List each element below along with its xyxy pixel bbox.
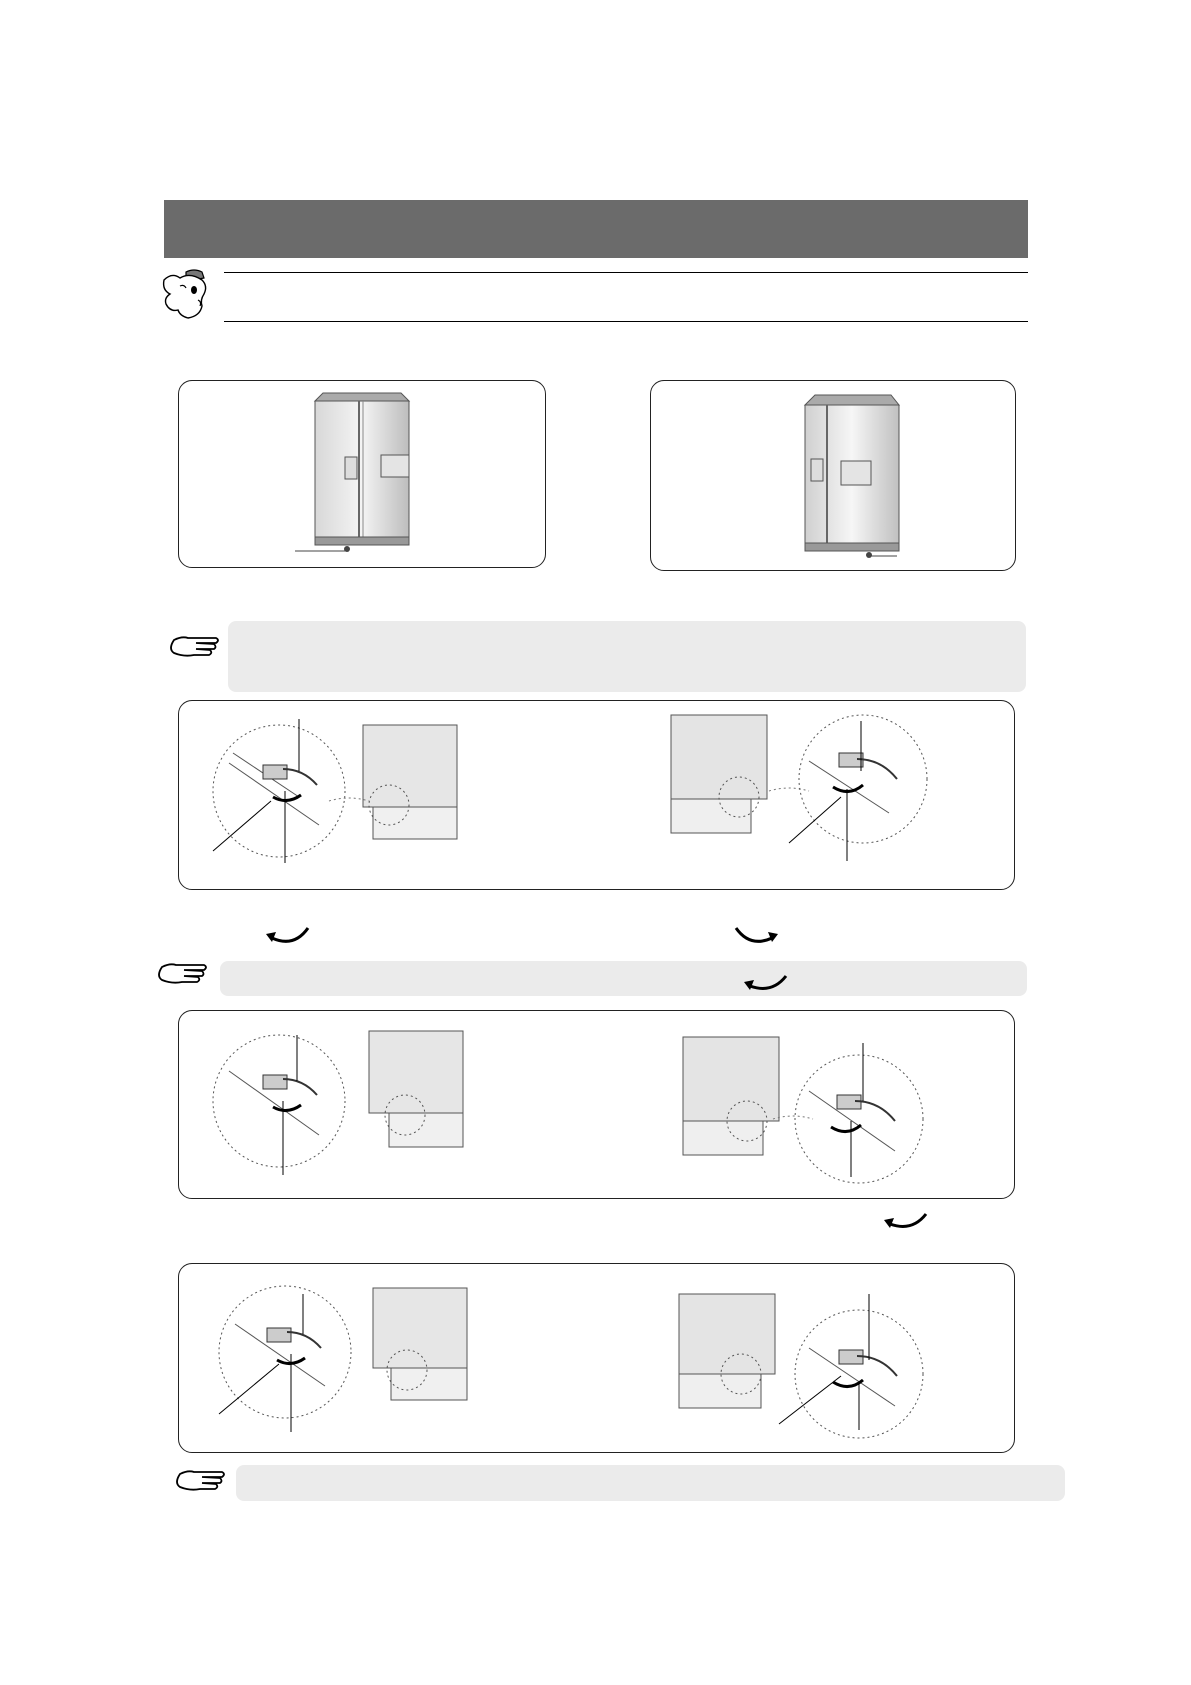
note-bar-3 <box>236 1465 1065 1501</box>
rotate-left-arrow-icon <box>740 972 790 994</box>
note-bar-1 <box>228 621 1026 692</box>
section-header-bar <box>164 200 1028 258</box>
rotate-right-arrow-icon <box>732 924 782 948</box>
mascot-icon <box>158 266 218 322</box>
pointing-hand-icon <box>168 632 222 662</box>
refrigerator-icon <box>651 381 1016 571</box>
rotate-left-arrow-icon <box>880 1210 930 1232</box>
hinge-panel-2 <box>178 1010 1015 1199</box>
refrigerator-left-panel <box>178 380 546 568</box>
note-bar-2 <box>220 961 1027 996</box>
hinge-panel-3 <box>178 1263 1015 1453</box>
intro-bottom-rule <box>224 321 1028 322</box>
pointing-hand-icon <box>156 959 210 989</box>
refrigerator-icon <box>179 381 546 568</box>
intro-top-rule <box>224 272 1028 273</box>
hinge-panel-1 <box>178 700 1015 890</box>
pointing-hand-icon <box>174 1466 228 1496</box>
refrigerator-right-panel <box>650 380 1016 571</box>
rotate-left-arrow-icon <box>262 924 312 948</box>
